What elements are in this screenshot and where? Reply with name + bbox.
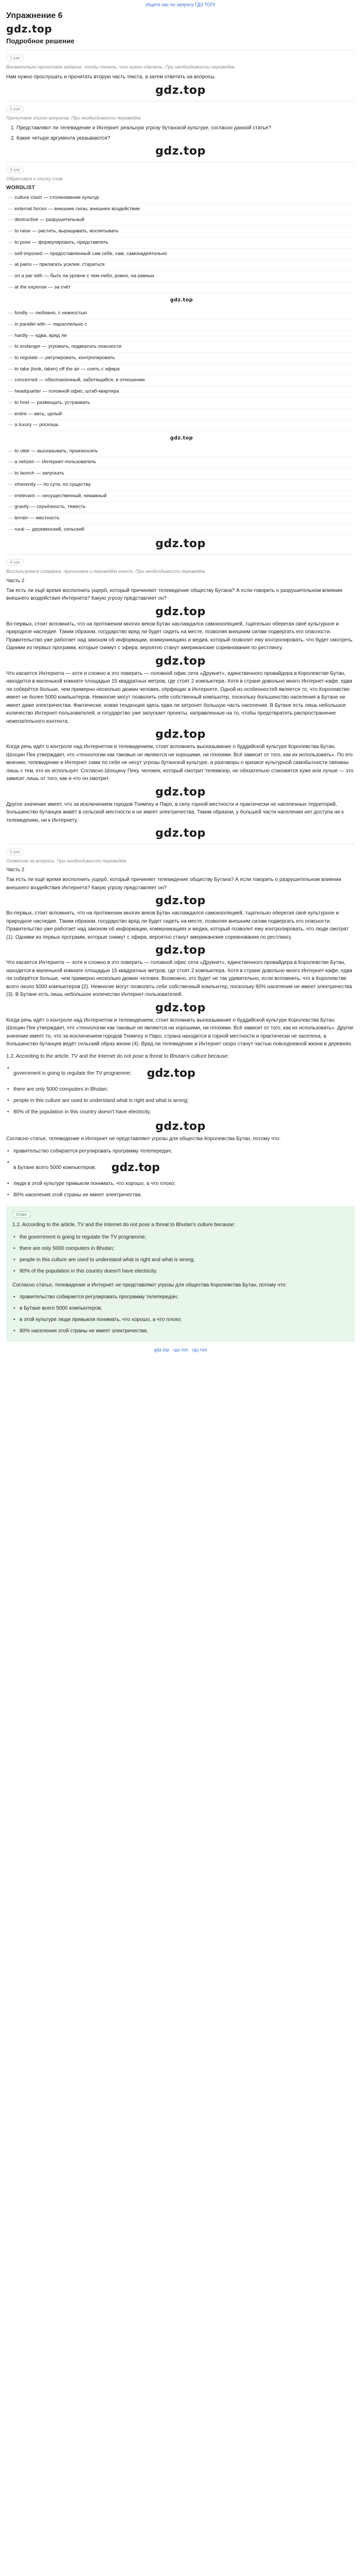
wordlist-item: — to regulate — регулировать, контролировать <box>8 353 355 364</box>
step-hint: Ответим на вопросы. При необходимости переведём. <box>6 858 127 864</box>
watermark: gdz.top <box>155 537 206 551</box>
wordlist-item: — external forces — внешние силы, внешнее воздействие <box>8 204 355 215</box>
wordlist-item: — hardly — едва, вряд ли <box>8 331 355 342</box>
top-banner <box>6 2 355 9</box>
wordlist-item: — destructive — разрушительный <box>8 215 355 226</box>
watermark: gdz.top <box>155 827 206 840</box>
watermark: gdz.top <box>155 894 206 908</box>
question-item: 1. Представляют ли телевидение и Интернет реальную угрозу бутанской культуре, согласно данной статье? <box>17 124 355 132</box>
solution-subtitle: Подробное решение <box>6 37 75 45</box>
wordlist-item: — inherently — по сути, по существу <box>8 480 355 491</box>
step-label: 3 шаг <box>6 166 24 173</box>
step-hint: Обратимся к списку слов. <box>6 176 64 181</box>
step-label: 2 шаг <box>6 106 24 112</box>
translation-point: • люди в этой культуре привыкли понимать, что хорошо, а что плохо; <box>13 1178 355 1190</box>
footer <box>6 1342 355 1355</box>
wordlist-item: — to host — размещать, устраивать <box>8 398 355 409</box>
watermark: gdz.top <box>170 297 193 303</box>
wordlist <box>6 193 355 536</box>
translation-point: • 80% населения этой страны не имеет электричества. <box>13 1190 355 1201</box>
wordlist-item: — in parallel with — параллельно с <box>8 319 355 331</box>
text-paragraph: Во-первых, стоит вспомнить, что на протяжении многих веков Бутан наслаждался самоизоляцией, тщательно оберегая своё культурное и природное наследие. Таким образом, государство вряд ли будет сидеть на месте, позволяя внешним силам подвергать его опасности. Правительство уже работает над законом об информации, коммуникациях и медиа, который позволит ему контролировать, что люди смотрят (1). Одними из первых программ, которые снимут с эфира, вероятно станут американские соревнования по рестлингу. <box>6 910 349 940</box>
step-5 <box>6 844 355 1201</box>
step-label: 4 шаг <box>6 559 24 566</box>
wordlist-item: — self-imposed — предоставленный сам себе, сам, самонадеятельно <box>8 249 355 260</box>
wordlist-item: — rural — деревенский, сельский <box>8 524 355 536</box>
text-paragraph: Когда речь идёт о контроле над Интернетом и телевидением, стоит вспомнить высказывание о буддийской культуре Королевства Бутан. Шохцин Пек утверждает, что «технологии как таковые не являются ни хорошими, ни плохими. Всё зависит от того, как их использовать». Другое значение имеет то, что за исключением городов Тхимпху и Паро, страна находится в горной местности и практически не заселена, а большинство бутанцев ведёт сельский образ жизни (4). Вряд ли телевидение и Интернет скоро станут частью повседневной жизни в деревнях. <box>6 1017 354 1047</box>
wordlist-item: — on a par with — быть на уровне с чем-либо, ровно, на равных <box>8 271 355 282</box>
text-paragraph: Так есть ли ещё время восполнить ущерб, который причиняют телевидение обществу Бутана? А если говорить о разрушительном влиянии внешнего воздействия Интернета? Какую угрозу представляет он? <box>6 587 342 602</box>
wordlist-item: — fondly — любовно, с нежностью <box>8 308 355 319</box>
text-paragraph: Другое значение имеет, что за исключением городов Тхимпху и Паро, в силу горной местности и практически не населенных территорий, большинство бутанцев живёт в сельской местности и не имеет электричества. Таким образом, у большей части населения нет доступа ни к телевидению, ни к Интернету. <box>6 801 344 823</box>
watermark: gdz.top <box>6 23 52 35</box>
answer-point: • 80% of the population in this country doesn't have electricity. <box>20 1266 349 1277</box>
watermark: gdz.top <box>155 83 206 97</box>
wordlist-item: — entire — весь, целый <box>8 409 355 420</box>
wordlist-item: — a luxury — роскошь <box>8 420 355 431</box>
answer-label: Ответ <box>12 1211 31 1218</box>
step-hint: Воспользуемся словарем, прочитаем и переведём текст. При необходимости переведём. <box>6 569 206 574</box>
translation-point: • 80% населения этой страны не имеет электричества. <box>20 1326 349 1337</box>
translation-points <box>6 1146 355 1201</box>
answer-intro: 1.2. According to the article, TV and the Internet do not pose a threat to Bhutan's culture because: <box>6 1053 229 1059</box>
watermark: gdz.top <box>155 605 206 618</box>
translation-point: • правительство собирается регулировать программу телепередач; <box>20 1292 349 1303</box>
answer-point: • government is going to regulate the TV programme; gdz.top <box>13 1063 355 1084</box>
footer-link[interactable]: gdz.top · гдз топ · гдз.топ <box>154 1347 207 1353</box>
question-list <box>6 124 355 143</box>
step-text: Нам нужно прослушать и прочитать вторую часть текста, а затем ответить на вопросы. <box>6 74 216 80</box>
watermark: gdz.top <box>155 944 206 957</box>
wordlist-item: — to utter — высказывать, произносить <box>8 446 355 457</box>
answer-point: • there are only 5000 computers in Bhutan; <box>20 1243 349 1255</box>
answer-intro: 1.2. According to the article, TV and the Internet do not pose a threat to Bhutan's culture because: <box>12 1222 236 1228</box>
answer-point: • people in this culture are used to understand what is right and what is wrong; <box>13 1095 355 1107</box>
watermark: gdz.top <box>155 654 206 668</box>
watermark: gdz.top <box>155 1001 206 1014</box>
answer-point: • there are only 5000 computers in Bhutan; <box>13 1084 355 1095</box>
exercise-title: Упражнение 6 <box>6 11 63 20</box>
wordlist-item: — culture clash — столкновение культур <box>8 193 355 204</box>
wordlist-item: — a netizen — Интернет-пользователь <box>8 457 355 468</box>
wordlist-item: — to raise — растить, выращивать, воспитывать <box>8 226 355 238</box>
answer-point: • people in this culture are used to understand what is right and what is wrong; <box>20 1255 349 1266</box>
step-label: 1 шаг <box>6 55 24 61</box>
wordlist-item: — terrain — местность <box>8 513 355 524</box>
watermark: gdz.top <box>170 435 193 442</box>
translation-points <box>12 1292 349 1337</box>
answer-points <box>12 1232 349 1277</box>
top-banner-link[interactable]: Ищите нас по запросу ГДЗ ТОП! <box>145 2 216 7</box>
watermark: gdz.top <box>155 1120 206 1133</box>
answer-points <box>6 1063 355 1118</box>
watermark: gdz.top <box>111 1161 160 1174</box>
wordlist-item: — to endanger — угрожать, подвергать опасности <box>8 342 355 353</box>
text-part-title: Часть 2 <box>6 867 25 873</box>
step-label: 5 шаг <box>6 849 24 855</box>
text-paragraph: Во-первых, стоит вспомнить, что на протяжении многих веков Бутан наслаждался самоизоляцией, тщательно оберегая своё культурное и природное наследие. Таким образом, государство вряд ли будет сидеть на месте, позволяя внешним силам подвергать его опасности. Правительство уже работает над законом об информации, коммуникациях и медиа, который позволит ему контролировать, что будет смотреть. Одними из первых программ, которые снимут с эфира, вероятно станут американские соревнования по рестлингу. <box>6 621 354 651</box>
text-paragraph: Когда речь идёт о контроле над Интернетом и телевидением, стоит вспомнить высказывание о буддийской культуре Королевства Бутан. Шохцин Пек утверждает, что «технологии как таковые не являются ни хорошими, ни плохими. Всё зависит от того, как их использовать». По его мнению, телевидение и Интернет сами по себе не несут угрозы бутанской культуре, а разговоры о кризисе культурной самобытности связаны лишь с тем, кто их использует. Согласно Шохцину Пеку, человек, который смотрит телевизор, не обязательно становится хуже или лучше — это зависит лишь от того, как и что он смотрит. <box>6 744 354 782</box>
text-paragraph: Что касается Интернета — хотя и сложно в это поверить — головной офис сети «Друкнет», единственного провайдера в Королевстве Бутан, находится в маленькой комнате площадью 15 квадратных метров, где стоят 2 компьютера. Хотя в стране довольно много Интернет-кафе, едва ли соберётся больше, чем примерно несколько дюжин человек. Возможно, это будет не так удивительно, если вспомнить, что в Королевстве всего около 5000 компьютеров (2). Немногие могут позволить себе собственный компьютер, поскольку 80% населения не имеет электричества (3). В Бутане есть лишь небольшое количество Интернет-пользователей. <box>6 960 352 998</box>
watermark: gdz.top <box>155 728 206 741</box>
answer-point: • the government is going to regulate the TV programme; <box>20 1232 349 1243</box>
wordlist-item: — headquarter — головной офис, штаб-квартира <box>8 386 355 398</box>
translation-point: • правительство собирается регулировать программу телепередач; <box>13 1146 355 1157</box>
text-paragraph: Что касается Интернета — хотя и сложно в это поверить — головной офис сети «Друкнет», единственного провайдера в Королевстве Бутан, находится в маленькой комнате площадью 15 квадратных метров, где стоят 2 компьютера. Хотя в стране довольно много Интернет-кафе, едва ли соберётся больше, чем примерно несколько дюжин человек, сёрфящих в Интернете. Одной из особенностей является то, что Королевство имеет не более 5000 компьютеров. Немногие могут позволить себе собственный компьютер, поскольку большинство населения в Бутане не имеет даже электричества. Фактически, новая тенденция здесь едва ли затронет большую часть населения. В Бутане есть лишь небольшое количество Интернет-пользователей, и государство уже запускает проекты, направленные на то, чтобы предотвратить распространение нежелательного контента. <box>6 670 352 724</box>
step-hint: Внимательно прочитаем задание, чтобы понять, что нужно сделать. При необходимости переведём. <box>6 64 236 70</box>
step-1 <box>6 50 355 81</box>
translation-intro: Согласно статье, телевидение и Интернет не представляют угрозы для общества Королевства Бутан, потому что: <box>12 1282 287 1288</box>
wordlist-item: — to take (took, taken) off the air — снять с эфира <box>8 364 355 376</box>
translation-intro: Согласно статье, телевидение и Интернет не представляют угрозы для общества Королевства Бутан, потому что: <box>6 1136 281 1142</box>
translation-point: • в этой культуре люди привыкли понимать, что хорошо, а что плохо; <box>20 1314 349 1326</box>
step-3 <box>6 162 355 536</box>
watermark: gdz.top <box>155 144 206 158</box>
wordlist-item: — irrelevant — несущественный, неважный <box>8 491 355 502</box>
wordlist-item: — to launch — запускать <box>8 468 355 480</box>
wordlist-item: — at the expense — за счёт <box>8 282 355 294</box>
wordlist-item: — concerned — обеспокоенный, заботящийся, в отношении <box>8 375 355 386</box>
wordlist-title: WORDLIST <box>6 184 35 191</box>
answer-point: • 80% of the population in this country doesn't have electricity. <box>13 1107 355 1118</box>
translation-point: • в Бутане всего 5000 компьютеров; gdz.top <box>13 1157 355 1178</box>
watermark: gdz.top <box>155 785 206 799</box>
translation-point: • в Бутане всего 5000 компьютеров; <box>20 1303 349 1314</box>
watermark: gdz.top <box>146 1067 195 1080</box>
text-paragraph: Так есть ли ещё время восполнить ущерб, который причиняет телевидение обществу Бутана? А если говорить о разрушительном влиянии внешнего воздействия Интернета? Какую угрозу представляет он? <box>6 877 341 891</box>
step-2 <box>6 101 355 143</box>
step-hint: Прочитаем список вопросов. При необходимости переведём. <box>6 115 142 121</box>
wordlist-item: — to pose — формулировать, представлять <box>8 238 355 249</box>
text-part-title: Часть 2 <box>6 578 25 584</box>
answer-box <box>6 1206 355 1342</box>
wordlist-item: — at pains — прилагать усилия, стараться <box>8 260 355 271</box>
question-item: 2. Какие четыре аргумента указываются? <box>17 134 355 143</box>
step-4 <box>6 554 355 824</box>
wordlist-item: — gravity — серьёзность, тяжесть <box>8 502 355 513</box>
